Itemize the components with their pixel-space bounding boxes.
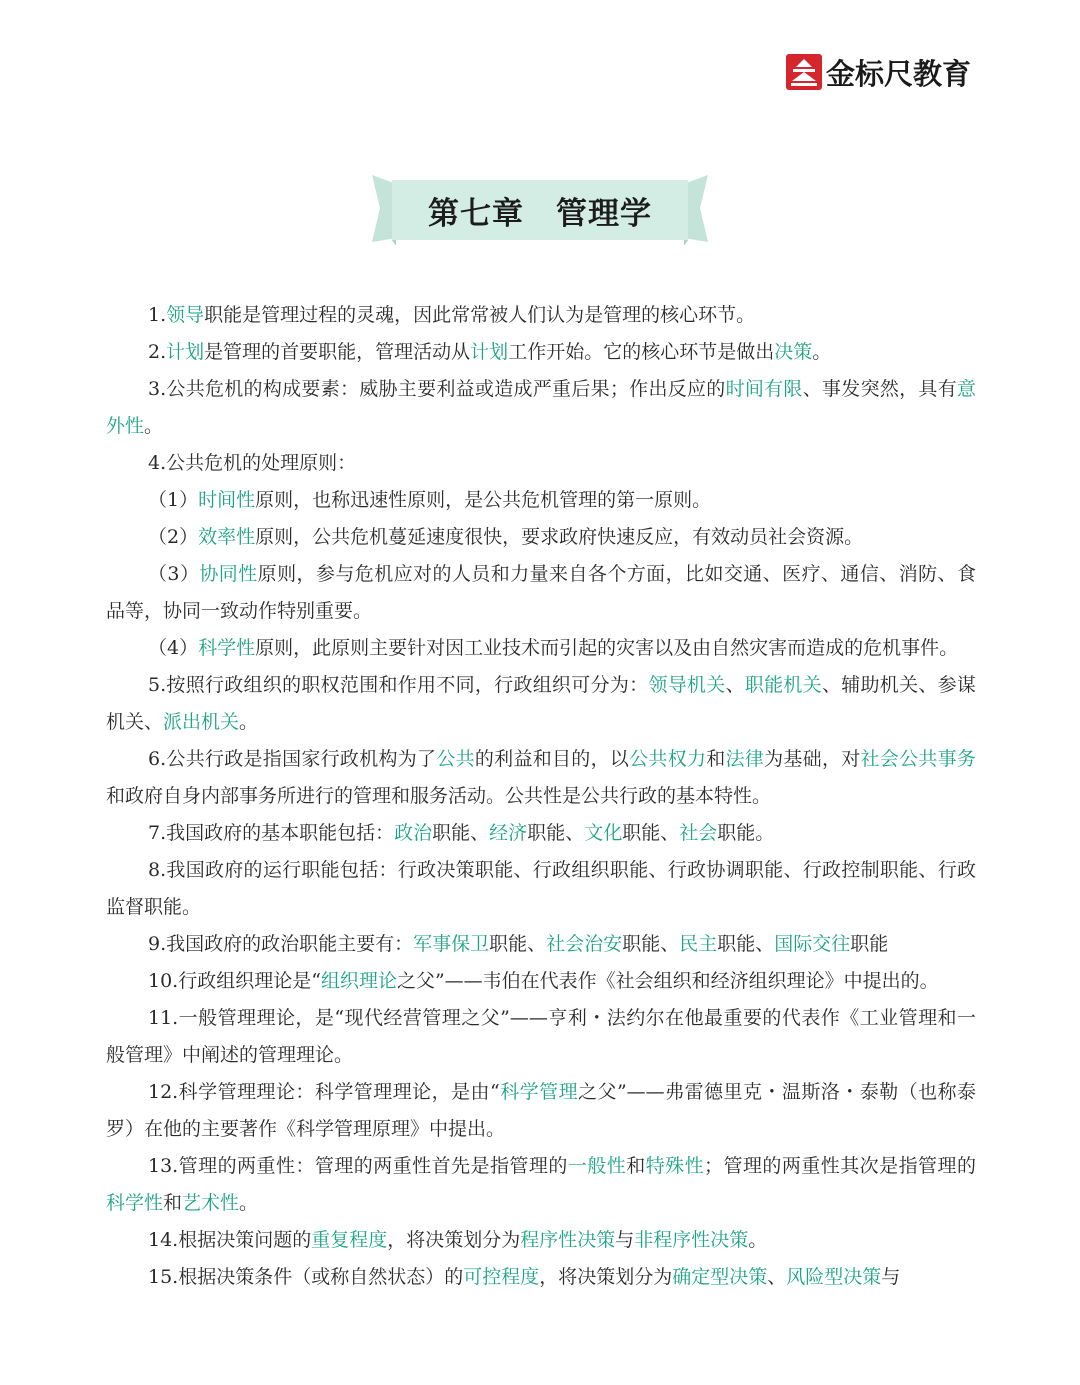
highlighted-term: 非程序性决策	[634, 1229, 749, 1251]
highlighted-term: 社会公共事务	[860, 748, 976, 770]
list-item	[106, 1074, 976, 1148]
text-segment: 和	[626, 1155, 646, 1177]
text-segment: 原则，公共危机蔓延速度很快，要求政府快速反应，有效动员社会资源。	[255, 526, 864, 548]
text-segment: 的利益和目的，以	[474, 748, 630, 770]
text-segment: 职能、	[622, 822, 680, 844]
highlighted-term: 科学性	[106, 1192, 164, 1214]
text-segment: ；管理的两重性其次是指管理的	[704, 1155, 976, 1177]
text-segment: 与	[615, 1229, 635, 1251]
highlighted-term: 时间有限	[725, 378, 803, 400]
text-segment: 14.根据决策问题的	[148, 1229, 312, 1251]
text-segment: 5.按照行政组织的职权范围和作用不同，行政组织可分为：	[148, 674, 649, 696]
text-segment: 。	[748, 1229, 768, 1251]
list-item	[106, 297, 976, 334]
highlighted-term: 风险型决策	[786, 1266, 882, 1288]
text-segment: 职能、	[527, 822, 585, 844]
highlighted-term: 科学性	[198, 637, 256, 659]
brand-logo	[786, 52, 971, 92]
text-segment: 是管理的首要职能，管理活动从	[204, 341, 471, 363]
text-segment: 1.	[148, 304, 167, 326]
text-segment: 之父”——弗雷德里克・温斯洛・泰勒（也称泰罗）在他的主要著作《科学管理原理》中提出。	[106, 1081, 976, 1140]
list-item	[106, 1000, 976, 1074]
highlighted-term: 确定型决策	[672, 1266, 768, 1288]
highlighted-term: 军事保卫	[413, 933, 490, 955]
text-segment: 职能、	[622, 933, 680, 955]
list-item	[106, 371, 976, 445]
text-segment: 6.公共行政是指国家行政机构为了	[148, 748, 437, 770]
text-segment: 、事发突然，具有	[802, 378, 957, 400]
text-segment: 7.我国政府的基本职能包括：	[148, 822, 395, 844]
highlighted-term: 文化	[584, 822, 623, 844]
highlighted-term: 法律	[725, 748, 765, 770]
highlighted-term: 公共	[436, 748, 475, 770]
text-segment: 、	[725, 674, 745, 696]
list-item	[106, 852, 976, 926]
text-segment: 、辅助机关、参谋机关、	[106, 674, 976, 733]
text-segment: （2）	[148, 526, 199, 548]
text-segment: 3.公共危机的构成要素：威胁主要利益或造成严重后果；作出反应的	[148, 378, 726, 400]
text-segment: 11.一般管理理论，是“现代经营管理之父”——亨利・法约尔在他最重要的代表作《工业管理和一般管理》中阐述的管理理论。	[106, 1007, 976, 1066]
text-segment: 之父”——韦伯在代表作《社会组织和经济组织理论》中提出的。	[396, 970, 939, 992]
list-item	[106, 741, 976, 815]
text-segment: 、	[767, 1266, 787, 1288]
text-segment: 原则，参与危机应对的人员和力量来自各个方面，比如交通、医疗、通信、消防、食品等，协同一致动作特别重要。	[106, 563, 976, 622]
highlighted-term: 组织理论	[320, 970, 397, 992]
text-segment: 职能是管理过程的灵魂，因此常常被人们认为是管理的核心环节。	[204, 304, 756, 326]
list-item	[106, 519, 976, 556]
brand-name: 金标尺教育	[826, 56, 972, 91]
highlighted-term: 一般性	[567, 1155, 627, 1177]
text-segment: 职能、	[432, 822, 490, 844]
highlighted-term: 科学管理	[499, 1081, 579, 1103]
text-segment: 职能	[850, 933, 889, 955]
highlighted-term: 程序性决策	[520, 1229, 616, 1251]
pagoda-logo-icon	[786, 54, 822, 90]
chapter-content	[106, 297, 976, 1296]
text-segment: 职能、	[717, 933, 775, 955]
list-item	[106, 334, 976, 371]
highlighted-term: 公共权力	[629, 748, 707, 770]
highlighted-term: 派出机关	[163, 711, 240, 733]
list-item	[106, 445, 976, 482]
text-segment: ，将决策划分为	[539, 1266, 673, 1288]
text-segment: 和	[163, 1192, 183, 1214]
text-segment: 为基础，对	[764, 748, 861, 770]
highlighted-term: 特殊性	[645, 1155, 705, 1177]
text-segment: 和	[706, 748, 726, 770]
text-segment: 。	[239, 711, 259, 733]
list-item	[106, 1259, 976, 1296]
highlighted-term: 计划	[166, 341, 205, 363]
list-item	[106, 482, 976, 519]
text-segment: （4）	[148, 637, 199, 659]
highlighted-term: 领导	[166, 304, 205, 326]
text-segment: 12.科学管理理论：科学管理理论，是由“	[148, 1081, 500, 1103]
list-item	[106, 1222, 976, 1259]
text-segment: 工作开始。它的核心环节是做出	[508, 341, 775, 363]
text-segment: 13.管理的两重性：管理的两重性首先是指管理的	[148, 1155, 568, 1177]
highlighted-term: 时间性	[198, 489, 256, 511]
text-segment: 和政府自身内部事务所进行的管理和服务活动。公共性是公共行政的基本特性。	[106, 785, 772, 807]
text-segment: 4.公共危机的处理原则：	[148, 452, 357, 474]
text-segment: （1）	[148, 489, 199, 511]
text-segment: （3）	[148, 563, 200, 585]
highlighted-term: 意外性	[106, 378, 976, 437]
text-segment: 。	[144, 415, 164, 437]
list-item	[106, 926, 976, 963]
list-item	[106, 630, 976, 667]
list-item	[106, 963, 976, 1000]
chapter-banner	[370, 170, 710, 245]
text-segment: 职能。	[717, 822, 775, 844]
highlighted-term: 社会治安	[546, 933, 623, 955]
text-segment: 原则，此原则主要针对因工业技术而引起的灾害以及由自然灾害而造成的危机事件。	[255, 637, 959, 659]
highlighted-term: 社会	[679, 822, 718, 844]
text-segment: 。	[239, 1192, 259, 1214]
text-segment: ，将决策划分为	[387, 1229, 521, 1251]
text-segment: 8.我国政府的运行职能包括：行政决策职能、行政组织职能、行政协调职能、行政控制职能、行政监督职能。	[106, 859, 976, 918]
highlighted-term: 职能机关	[744, 674, 822, 696]
highlighted-term: 计划	[470, 341, 509, 363]
highlighted-term: 决策	[774, 341, 813, 363]
highlighted-term: 协同性	[199, 563, 258, 585]
text-segment: 职能、	[489, 933, 547, 955]
list-item	[106, 1148, 976, 1222]
text-segment: 原则，也称迅速性原则，是公共危机管理的第一原则。	[255, 489, 712, 511]
highlighted-term: 领导机关	[648, 674, 726, 696]
list-item	[106, 556, 976, 630]
text-segment: 9.我国政府的政治职能主要有：	[148, 933, 414, 955]
text-segment: 与	[881, 1266, 901, 1288]
highlighted-term: 国际交往	[774, 933, 851, 955]
text-segment: 15.根据决策条件（或称自然状态）的	[148, 1266, 464, 1288]
list-item	[106, 815, 976, 852]
text-segment: 2.	[148, 341, 167, 363]
highlighted-term: 经济	[489, 822, 528, 844]
highlighted-term: 艺术性	[182, 1192, 240, 1214]
text-segment: 。	[812, 341, 832, 363]
highlighted-term: 民主	[679, 933, 718, 955]
list-item	[106, 667, 976, 741]
highlighted-term: 可控程度	[463, 1266, 540, 1288]
text-segment: 10.行政组织理论是“	[148, 970, 321, 992]
chapter-title: 第七章 管理学	[428, 196, 652, 232]
highlighted-term: 效率性	[198, 526, 256, 548]
highlighted-term: 重复程度	[311, 1229, 388, 1251]
highlighted-term: 政治	[394, 822, 433, 844]
